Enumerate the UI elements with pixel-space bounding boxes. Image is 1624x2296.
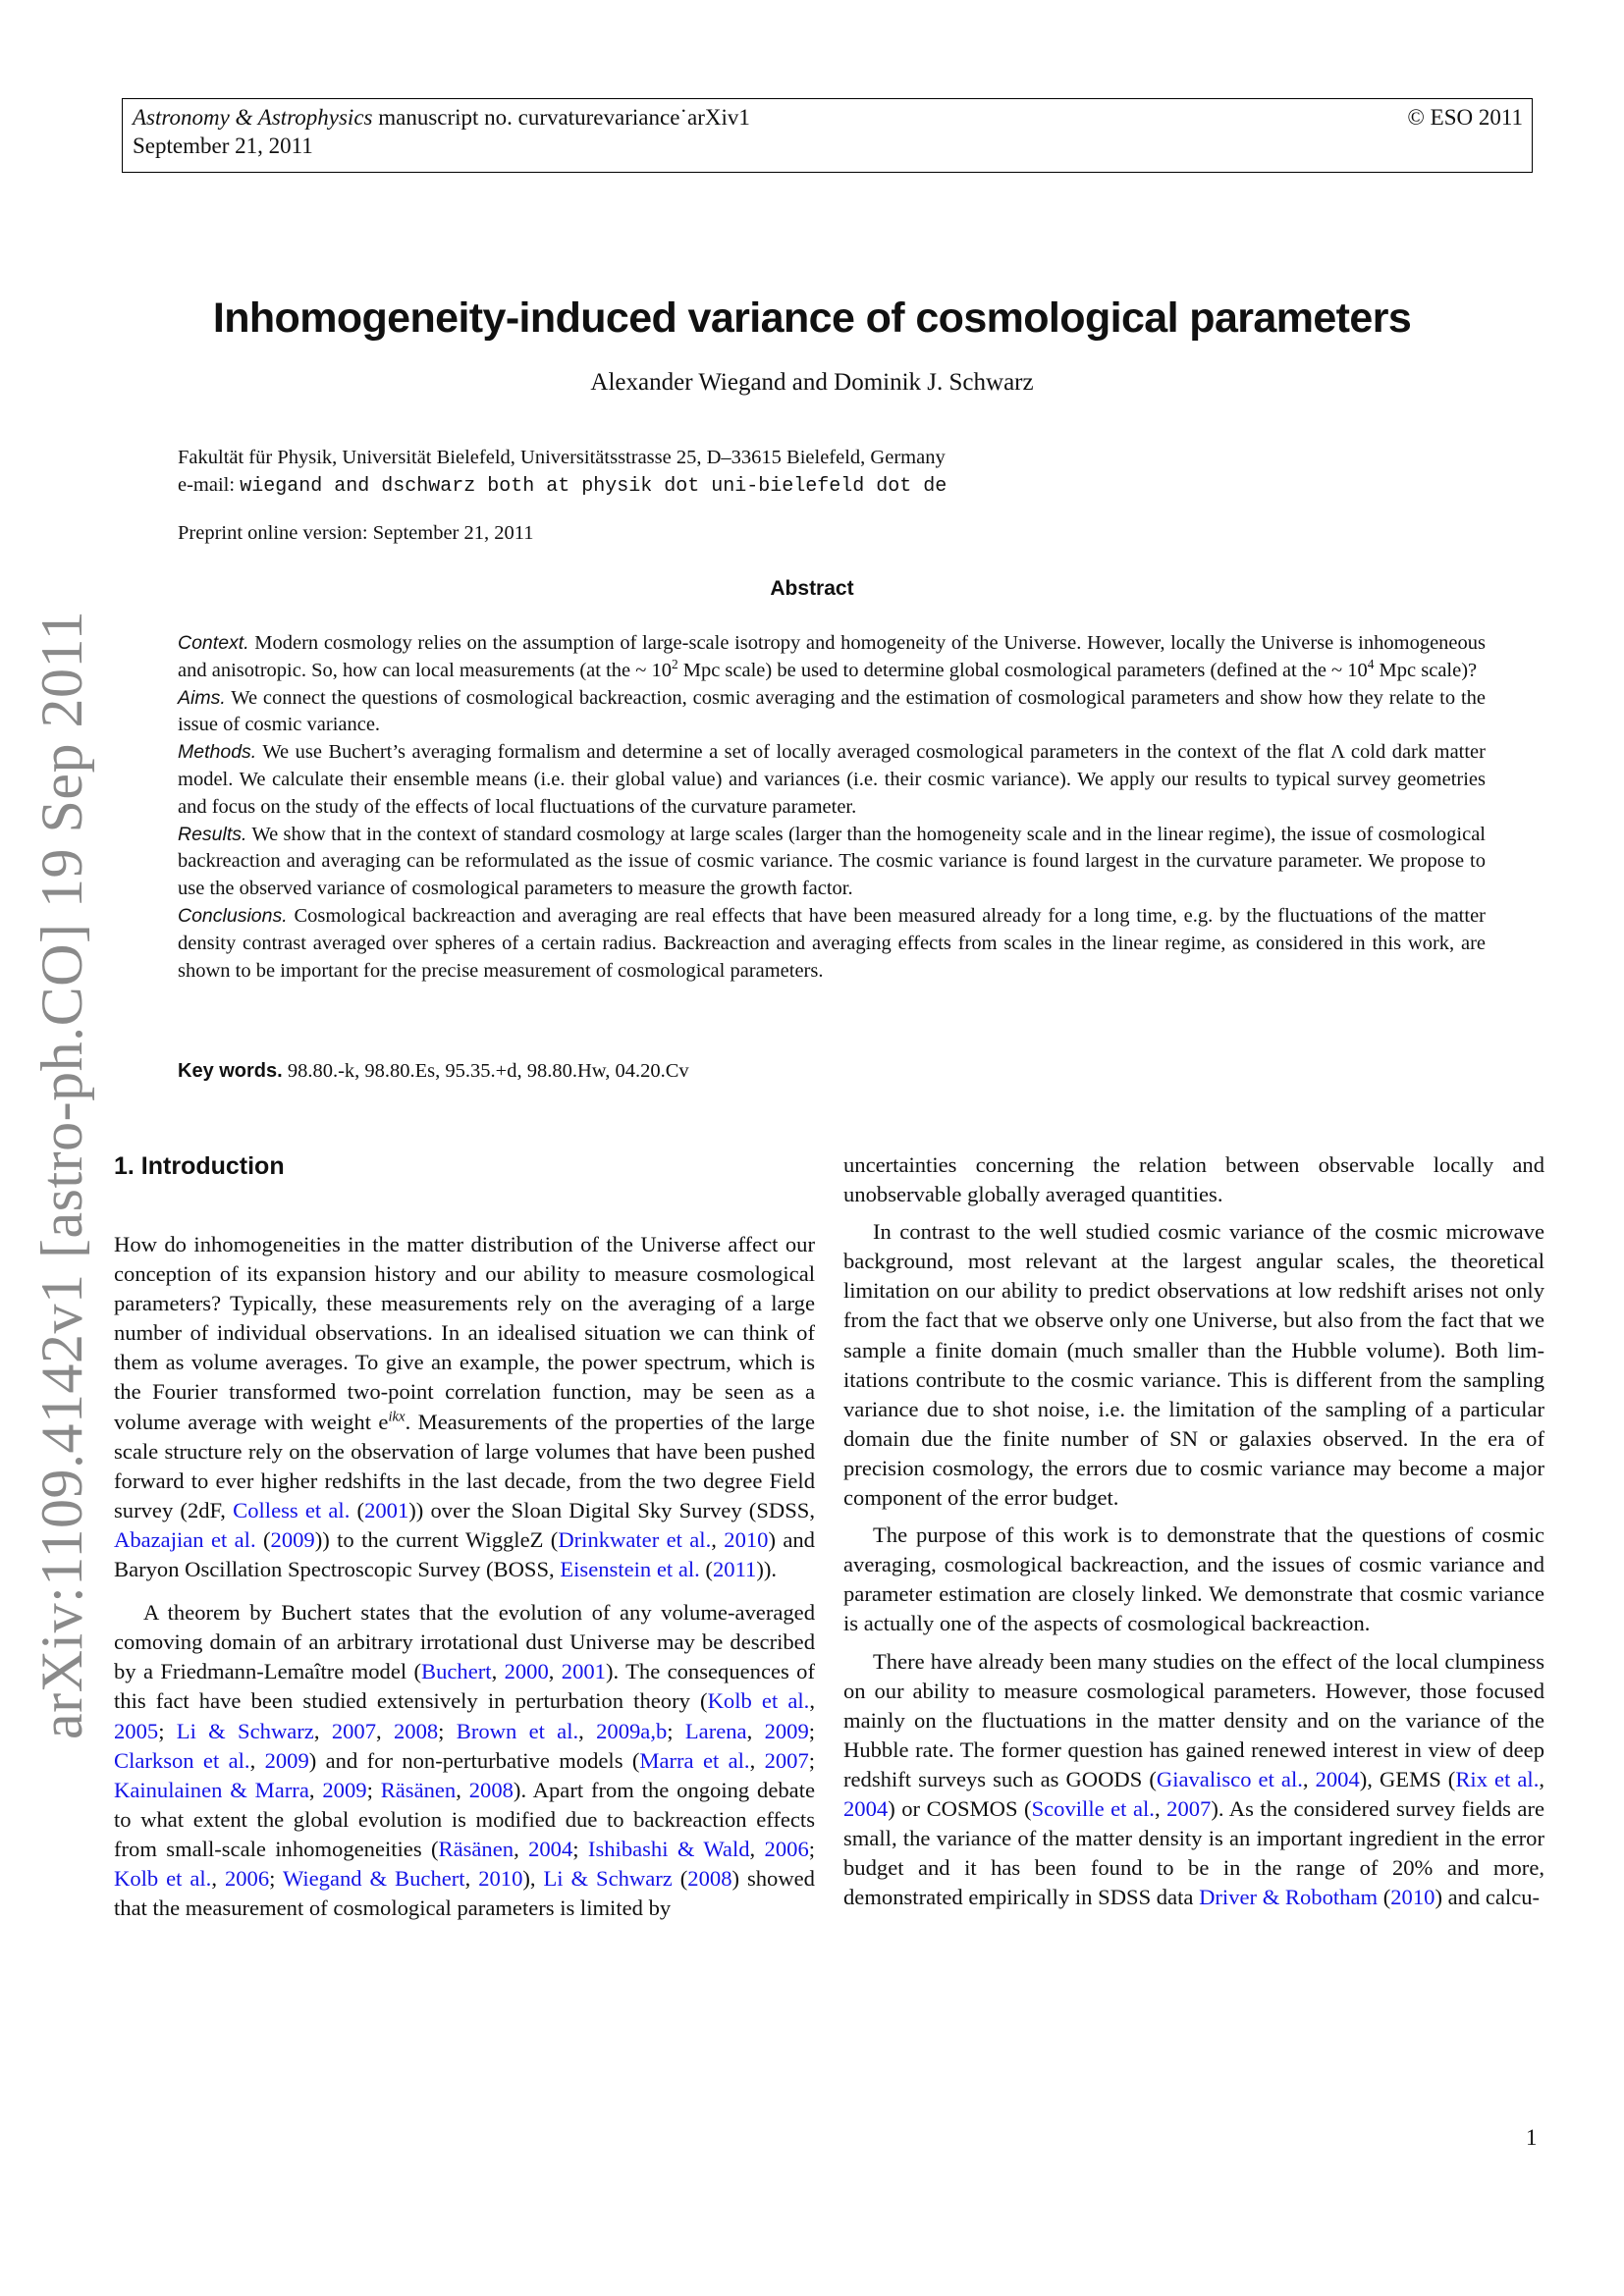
intro-paragraph-2: A theorem by Buchert states that the evolution of any volume-averaged comoving domain of an arbitrary irrotational dust Universe may be described by a Friedmann-Lemaître model (Buchert, 2000, 2001). The consequences of this fact have been studied extensively in perturbation theory (Kolb et al., 2005; Li & Schwarz, 2007, 2008; Brown et al., 2009a,b; Larena, 2009; Clarkson et al., 2009) and for non-perturbative models (Marra et al., 2007; Kainulainen & Marra, 2009; Räsänen, 2008). Apart from the ongoing debate to what extent the global evolution is modified due to backreaction effects from small-scale inhomogeneities (Räsänen, 2004; Ishibashi & Wald, 2006; Kolb et al., 2006; Wiegand & Buchert, 2010), Li & Schwarz (2008) showed that the measurement of cosmological parameters is limited by <box>114 1600 816 1921</box>
citation-link[interactable]: Kolb et al. <box>707 1688 810 1714</box>
citation-link[interactable]: Driver & Robotham <box>1199 1885 1379 1910</box>
citation-link[interactable]: Li & Schwarz <box>176 1718 314 1743</box>
citation-year-link[interactable]: 2006 <box>764 1836 809 1861</box>
section-heading-introduction: 1. Introduction <box>114 1152 285 1180</box>
abstract-results: Results. We show that in the context of standard cosmology at large scales (larger than the homogeneity scale and in the linear regime), the issue of cosmological backreaction and averaging can be reformulated as the issue of cosmic variance. The cosmic variance is found largest in the curvature parameter. We propose to use the observed variance of cosmological parameters to measure the growth factor. <box>178 823 1486 900</box>
abstract-methods: Methods. We use Buchert’s averaging formalism and determine a set of locally averaged cosmological parameters in the context of the flat Λ cold dark matter model. We calculate their ensemble means (i.e. their global value) and variances (i.e. their cosmic variance). We apply our results to typical survey geometries and focus on the study of the effects of local fluctuations of the curvature parameter. <box>178 741 1486 818</box>
abstract-body <box>178 630 1486 985</box>
citation-link[interactable]: Marra et al. <box>639 1747 750 1773</box>
citation-link[interactable]: Scoville et al. <box>1031 1795 1155 1821</box>
citation-year-link[interactable]: 2009 <box>270 1526 315 1552</box>
intro-paragraph-5: There have already been many studies on the effect of the local clumpiness on our ability to measure cosmological parameters. However, those focused mainly on the fluctuations in the matter density and on the variance of the Hubble rate. The former question has gained renewed interest in view of deep redshift surveys such as GOODS (Giavalisco et al., 2004), GEMS (Rix et al., 2004) or COSMOS (Scoville et al., 2007). As the considered survey fields are small, the variance of the matter density is an important ingredient in the error budget and it has been found to be in the range of 20% and more, demonstrated empirically in SDSS data Driver & Robotham (2010) and calcu- <box>843 1648 1545 1910</box>
abstract-heading: Abstract <box>770 577 854 600</box>
intro-paragraph-3: In contrast to the well studied cosmic variance of the cosmic microwave background, most relevant at the largest angular scales, the theoretical limitation on our ability to predict observations at low redshift arises not only from the fact that we observe only one Universe, but also from the fact that we sample a finite domain (much smaller than the Hubble volume). Both limitations contribute to the cosmic variance. This is different from the sampling variance due to shot noise, i.e. the limitation of the sampling of a particular domain due the finite number of SN or galaxies observed. In the era of precision cosmology, the errors due to cosmic variance may become a major component of the error budget. <box>843 1219 1544 1511</box>
citation-link[interactable]: Abazajian et al. <box>114 1526 256 1552</box>
citation-link[interactable]: Kainulainen & Marra <box>114 1777 309 1802</box>
citation-link[interactable]: Brown et al. <box>456 1718 579 1743</box>
citation-year-link[interactable]: 2010 <box>724 1526 769 1552</box>
header-date: September 21, 2011 <box>133 133 313 158</box>
paper-title: Inhomogeneity-induced variance of cosmological parameters <box>212 294 1412 342</box>
citation-year-link[interactable]: 2006 <box>224 1865 270 1891</box>
citation-link[interactable]: Wiegand & Buchert <box>282 1865 465 1891</box>
manuscript-number: manuscript no. curvaturevariance˙arXiv1 <box>372 105 750 130</box>
citation-link[interactable]: Eisenstein et al. <box>560 1557 700 1582</box>
intro-paragraph-2-continued: uncertainties concerning the relation between observable locally and unobservable globally averaged quantities. <box>843 1152 1544 1207</box>
citation-year-link[interactable]: 2009a,b <box>596 1718 668 1743</box>
citation-year-link[interactable]: 2007 <box>1166 1795 1212 1821</box>
running-header <box>122 98 1533 173</box>
citation-link[interactable]: Ishibashi & Wald <box>587 1836 750 1861</box>
citation-year-link[interactable]: 2007 <box>331 1718 376 1743</box>
citation-link[interactable]: Colless et al. <box>233 1497 351 1522</box>
citation-year-link[interactable]: 2009 <box>264 1747 309 1773</box>
intro-paragraph-4: The purpose of this work is to demonstrate that the questions of cosmic averaging, cosmological backreaction, and the issues of cosmic variance and parameter estimation are closely linked. We demonstrate that cosmic variance is actually one of the aspects of cosmological backreaction. <box>843 1522 1544 1636</box>
citation-year-link[interactable]: 2004 <box>843 1795 889 1821</box>
right-column <box>843 1150 1544 1912</box>
citation-year-link[interactable]: 2008 <box>687 1865 732 1891</box>
left-column <box>114 1151 815 1923</box>
affiliation: Fakultät für Physik, Universität Bielefeld, Universitätsstrasse 25, D–33615 Bielefeld, Germany <box>178 447 946 468</box>
conclusions-label: Conclusions. <box>178 904 288 927</box>
citation-year-link[interactable]: 2011 <box>712 1557 757 1582</box>
results-label: Results. <box>178 823 247 845</box>
keywords-values: 98.80.-k, 98.80.Es, 95.35.+d, 98.80.Hw, 04.20.Cv <box>282 1060 689 1082</box>
citation-link[interactable]: Buchert <box>421 1659 492 1684</box>
abstract-conclusions: Conclusions. Cosmological backreaction and averaging are real effects that have been measured already for a long time, e.g. by the fluctuations of the matter density contrast averaged over spheres of a certain radius. Backreaction and averaging effects from scales in the linear regime, as considered in this work, are shown to be important for the precise measurement of cosmological parameters. <box>178 904 1486 982</box>
citation-link[interactable]: Räsänen <box>438 1836 514 1861</box>
arxiv-identifier-stamp[interactable]: arXiv:1109.4142v1 [astro-ph.CO] 19 Sep 2011 <box>29 610 94 1739</box>
copyright: © ESO 2011 <box>1407 105 1523 130</box>
journal-line <box>133 103 750 132</box>
citation-year-link[interactable]: 2008 <box>468 1777 514 1802</box>
abstract-context: Context. Modern cosmology relies on the assumption of large-scale isotropy and homogeneity of the Universe. However, locally the Universe is inhomogeneous and anisotropic. So, how can local measurements (at the ~ $10^2$ Mpc scale) be used to determine global cosmological parameters (defined at the ~ $10^4$ Mpc scale)? <box>178 632 1486 681</box>
authors: Alexander Wiegand and Dominik J. Schwarz <box>590 369 1034 396</box>
aims-label: Aims. <box>178 686 226 709</box>
citation-link[interactable]: Drinkwater et al. <box>558 1526 712 1552</box>
email-address: wiegand and dschwarz both at physik dot uni-bielefeld dot de <box>240 475 947 498</box>
affiliation-block <box>178 444 947 501</box>
citation-year-link[interactable]: 2001 <box>364 1497 409 1522</box>
citation-year-link[interactable]: 2005 <box>114 1718 159 1743</box>
citation-year-link[interactable]: 2008 <box>393 1718 439 1743</box>
citation-year-link[interactable]: 2000 <box>504 1659 549 1684</box>
keywords <box>178 1060 689 1083</box>
citation-link[interactable]: Kolb et al. <box>114 1865 212 1891</box>
page-number: 1 <box>1526 2125 1538 2150</box>
email-line <box>178 471 947 501</box>
keywords-label: Key words. <box>178 1060 283 1082</box>
citation-year-link[interactable]: 2001 <box>561 1659 606 1684</box>
citation-year-link[interactable]: 2009 <box>764 1718 809 1743</box>
email-label: e-mail: <box>178 474 241 496</box>
citation-year-link[interactable]: 2009 <box>322 1777 367 1802</box>
citation-year-link[interactable]: 2010 <box>1390 1885 1435 1910</box>
abstract-aims: Aims. We connect the questions of cosmological backreaction, cosmic averaging and the estimation of cosmological parameters and show how they relate to the issue of cosmic variance. <box>178 686 1486 736</box>
methods-label: Methods. <box>178 741 257 764</box>
intro-paragraph-1: How do inhomogeneities in the matter distribution of the Universe affect our conception of its expansion history and our ability to measure cosmological parameters? Typically, these measurements rely on the averaging of a large number of individual observations. In an idealised situation we can think of them as volume averages. To give an example, the power spectrum, which is the Fourier transformed two-point correlation function, may be seen as a volume average with weight $e^{ikx}$. Measurements of the properties of the large scale structure rely on the observation of large volumes that have been pushed forward to ever higher redshifts in the last decade, from the two degree Field survey (2dF, Colless et al. (2001)) over the Sloan Digital Sky Survey (SDSS, Abazajian et al. (2009)) to the current WiggleZ (Drinkwater et al., 2010) and Baryon Oscillation Spectroscopic Survey (BOSS, Eisenstein et al. (2011)). <box>114 1232 815 1582</box>
citation-link[interactable]: Rix et al. <box>1455 1766 1540 1791</box>
citation-link[interactable]: Giavalisco et al. <box>1156 1766 1303 1791</box>
citation-year-link[interactable]: 2004 <box>1315 1766 1360 1791</box>
context-label: Context. <box>178 632 249 654</box>
citation-year-link[interactable]: 2004 <box>528 1836 573 1861</box>
citation-link[interactable]: Clarkson et al. <box>114 1747 250 1773</box>
preprint-version: Preprint online version: September 21, 2011 <box>178 522 534 544</box>
citation-link[interactable]: Larena <box>684 1718 747 1743</box>
journal-name: Astronomy & Astrophysics <box>133 105 373 130</box>
citation-link[interactable]: Li & Schwarz <box>543 1865 673 1891</box>
citation-link[interactable]: Räsänen <box>380 1777 457 1802</box>
citation-year-link[interactable]: 2007 <box>764 1747 809 1773</box>
citation-year-link[interactable]: 2010 <box>478 1865 523 1891</box>
